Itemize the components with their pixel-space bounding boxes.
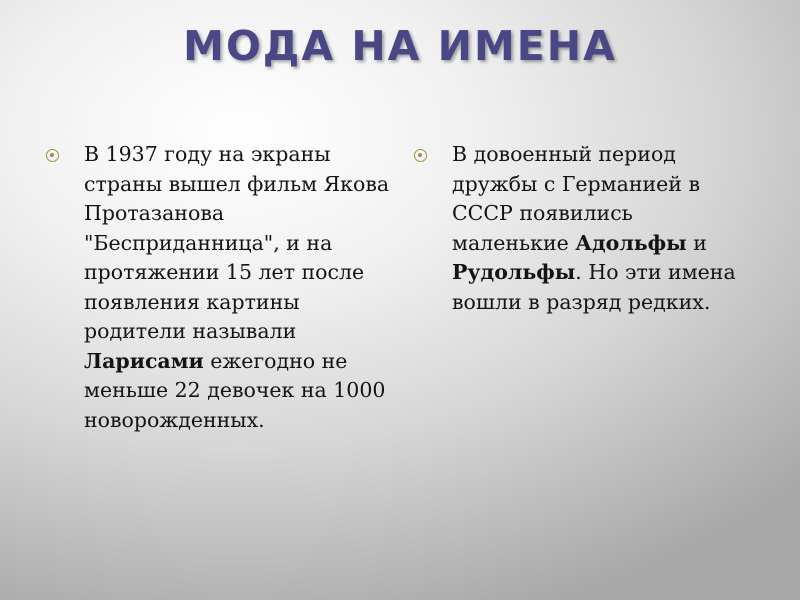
text-span: и [686, 230, 707, 255]
text-span: В 1937 году на экраны страны вышел фильм Якова Протазанова "Бесприданница", и на протяжении 15 лет после появления картины родители называли [84, 142, 390, 343]
bullet-item-larisa [44, 140, 392, 435]
left-column [44, 140, 392, 435]
bullet-text [452, 140, 752, 317]
bold-name-adolfy: Адольфы [575, 230, 687, 255]
slide-title: МОДА НА ИМЕНА [183, 22, 617, 70]
right-column [412, 140, 752, 317]
text-span: В довоенный период дружбы с Германией в СССР появились маленькие [452, 142, 701, 255]
bullet-item-adolf [412, 140, 752, 317]
bold-name-rudolfy: Рудольфы [452, 260, 576, 284]
text-span: . Но эти имена вошли в разряд редких. [452, 260, 736, 314]
text-span: ежегодно не меньше 22 девочек на 1000 новорожденных. [84, 348, 386, 432]
bold-name-larisy: Ларисами [84, 348, 204, 373]
circle-bullet-icon [414, 149, 427, 162]
circle-bullet-icon [46, 149, 59, 162]
bullet-text [84, 140, 392, 435]
